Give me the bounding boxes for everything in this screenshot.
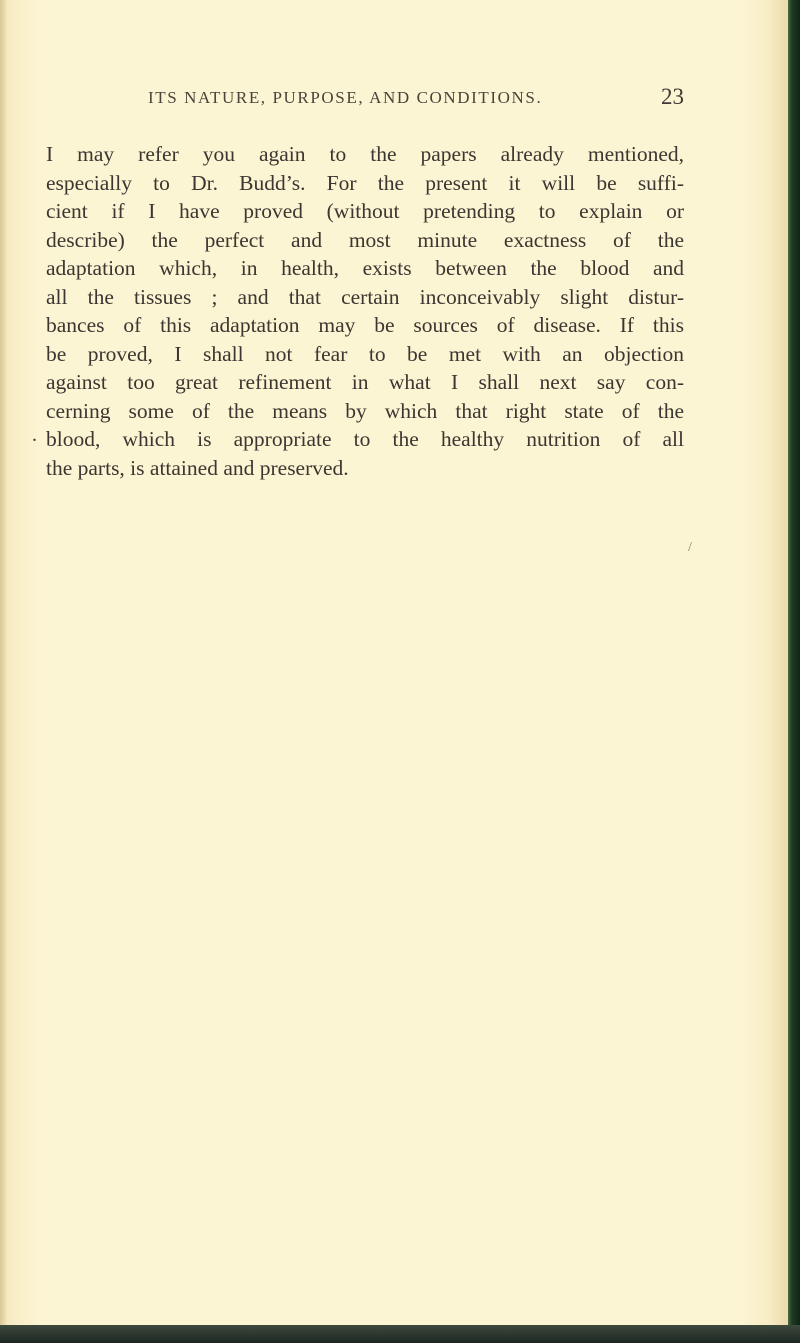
- stray-pencil-mark: /: [688, 540, 692, 555]
- text-line: describe) the perfect and most minute exactness of the: [46, 227, 684, 252]
- text-line: against too great refinement in what I shall next say con-: [46, 370, 684, 394]
- text-line: I may refer you again to the papers already mentioned,: [46, 142, 684, 166]
- text-line: be proved, I shall not fear to be met with an objection: [46, 341, 684, 366]
- text-line: adaptation which, in health, exists between the blood and: [46, 256, 684, 280]
- book-cover-bottom-edge: [0, 1325, 800, 1343]
- margin-dot-mark: .: [32, 424, 37, 446]
- running-head-title: ITS NATURE, PURPOSE, AND CONDITIONS.: [148, 88, 543, 107]
- text-line: especially to Dr. Budd’s. For the present it will be suffi-: [46, 170, 684, 195]
- text-line: bances of this adaptation may be sources of disease. If this: [46, 313, 684, 337]
- page-number: 23: [661, 84, 684, 109]
- body-paragraph: [46, 140, 684, 482]
- text-line: blood, which is appropriate to the healthy nutrition of all: [46, 427, 684, 451]
- running-head: [148, 84, 684, 112]
- text-line: all the tissues ; and that certain inconceivably slight distur-: [46, 284, 684, 309]
- page-left-edge: [0, 0, 6, 1343]
- book-spine-edge: [788, 0, 800, 1343]
- text-line: cient if I have proved (without pretending to explain or: [46, 199, 684, 223]
- text-line: cerning some of the means by which that right state of the: [46, 398, 684, 423]
- text-line: the parts, is attained and preserved.: [46, 455, 349, 480]
